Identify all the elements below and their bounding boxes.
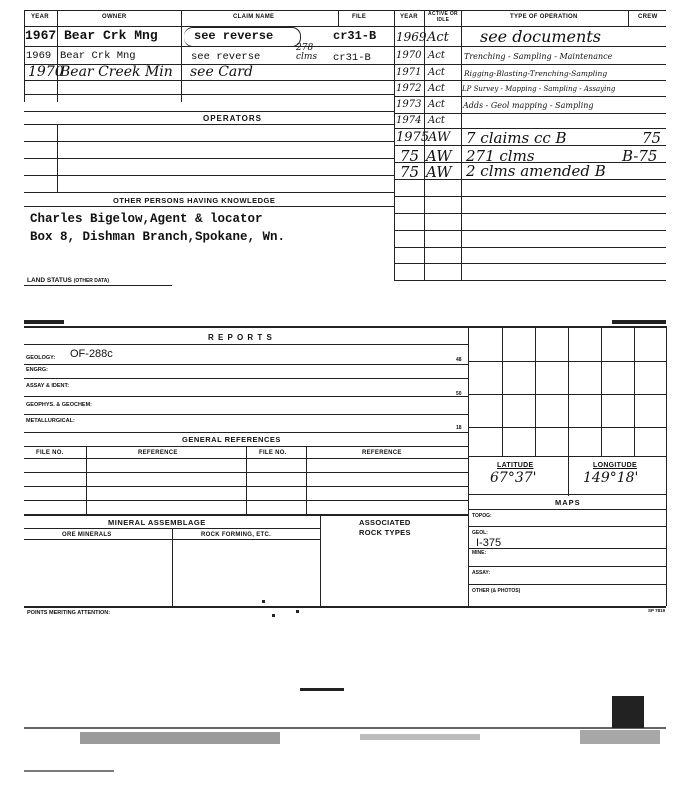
ref-header-reference-1: REFERENCE <box>138 450 178 456</box>
assay-map-label: ASSAY: <box>472 570 491 576</box>
scan-bar <box>24 320 64 324</box>
ref-header-file-2: FILE NO. <box>259 450 287 456</box>
geophys-label: GEOPHYS. & GEOCHEM: <box>26 402 93 408</box>
ops-row-7-active: AW <box>428 130 451 145</box>
ref-header-file-1: FILE NO. <box>36 450 64 456</box>
scan-smudge-2 <box>360 734 480 740</box>
ops-row-2-active: Act <box>428 50 445 61</box>
claim-row-1-year: 1967 <box>25 28 57 43</box>
other-persons-line-2: Box 8, Dishman Branch,Spokane, Wn. <box>30 230 286 244</box>
claim-row-2-owner: Bear Crk Mng <box>60 50 136 62</box>
scan-bar-right <box>612 320 666 324</box>
scan-block <box>612 696 644 728</box>
longitude-label: LONGITUDE <box>593 462 637 469</box>
ops-row-5-year: 1973 <box>396 99 422 110</box>
header-owner: OWNER <box>102 14 127 20</box>
ops-row-9-type: 2 clms amended B <box>466 162 606 180</box>
associated-title-1: ASSOCIATED <box>359 518 411 527</box>
ops-row-1-year: 1969 <box>396 30 427 44</box>
assay-label: ASSAY & IDENT: <box>26 383 70 389</box>
claim-count-note: 278 clms <box>296 43 318 62</box>
general-references-title: GENERAL REFERENCES <box>182 435 281 444</box>
land-status-sub: (OTHER DATA) <box>73 278 110 284</box>
header-claim-name: CLAIM NAME <box>233 14 275 20</box>
latitude-label: LATITUDE <box>497 462 534 469</box>
report-num-18: 18 <box>456 425 462 431</box>
scan-dot-2 <box>296 610 299 613</box>
claim-row-3-owner: Bear Creek Min <box>60 64 173 80</box>
maps-title: MAPS <box>555 498 581 507</box>
ops-row-2-type: Trenching - Sampling - Maintenance <box>464 52 613 61</box>
ops-row-3-active: Act <box>428 67 445 78</box>
report-num-48: 48 <box>456 357 462 363</box>
ops-row-8-active: AW <box>426 147 452 165</box>
ops-row-3-year: 1971 <box>396 67 422 78</box>
mine-label: MINE: <box>472 550 487 556</box>
claim-row-1-file: cr31-B <box>333 29 377 43</box>
reports-title: R E P O R T S <box>208 333 273 342</box>
ops-header-active: ACTIVE OR IDLE <box>428 11 458 23</box>
longitude-value: 149°18' <box>583 470 639 486</box>
ops-header-crew: CREW <box>638 14 658 20</box>
claim-row-2-file: cr31-B <box>333 52 371 64</box>
ops-row-7-year: 1975 <box>396 130 430 145</box>
ops-row-9-active: AW <box>426 163 452 181</box>
scan-speck <box>300 688 344 691</box>
ops-row-1-active: Act <box>427 30 449 45</box>
associated-title-2: ROCK TYPES <box>359 528 411 537</box>
ops-row-6-active: Act <box>428 115 445 126</box>
topog-label: TOPOG: <box>472 513 492 519</box>
engrg-label: ENGRG: <box>26 367 48 373</box>
ops-row-8-crew: B-75 <box>622 147 658 165</box>
ops-row-5-active: Act <box>428 99 445 110</box>
ops-row-9-year: 75 <box>400 163 420 181</box>
scan-dot-3 <box>262 600 265 603</box>
ops-row-4-active: Act <box>428 83 445 94</box>
other-persons-line-1: Charles Bigelow,Agent & locator <box>30 212 263 226</box>
scan-dot-1 <box>272 614 275 617</box>
other-persons-title: OTHER PERSONS HAVING KNOWLEDGE <box>113 196 276 205</box>
geology-label: GEOLOGY: <box>26 355 56 361</box>
ops-row-6-year: 1974 <box>396 115 422 126</box>
points-meriting-attention-label: POINTS MERITING ATTENTION: <box>27 610 111 616</box>
claim-row-1-claim: see reverse <box>194 29 274 43</box>
form-number: SP 7819 <box>648 608 666 613</box>
scan-streak <box>24 727 666 729</box>
operators-title: OPERATORS <box>203 114 262 123</box>
claim-row-2-year: 1969 <box>26 50 52 62</box>
header-year: YEAR <box>31 14 49 20</box>
other-photos-label: OTHER (& PHOTOS) <box>472 588 521 594</box>
mineral-assemblage-title: MINERAL ASSEMBLAGE <box>108 518 206 527</box>
ops-row-7-crew: 75 <box>642 129 662 147</box>
ops-row-2-year: 1970 <box>396 50 422 61</box>
ops-row-7-type: 7 claims cc B <box>466 129 567 147</box>
ops-row-4-year: 1972 <box>396 83 422 94</box>
claim-name-bracket <box>184 27 301 47</box>
ops-row-4-type: LP Survey - Mapping - Sampling - Assaying <box>462 85 616 93</box>
land-status-text: LAND STATUS <box>27 277 72 284</box>
header-file: FILE <box>352 14 367 20</box>
claim-row-2-claim: see reverse <box>191 51 261 63</box>
ore-minerals-header: ORE MINERALS <box>62 532 112 538</box>
claim-row-3-year: 1970 <box>28 64 64 80</box>
ops-row-1-type: see documents <box>480 27 601 46</box>
metallurgical-label: METALLURGICAL: <box>26 418 75 424</box>
latitude-value: 67°37' <box>490 470 537 486</box>
geol-value: I-375 <box>476 537 502 549</box>
ops-row-8-type: 271 clms <box>466 147 535 165</box>
land-status-label <box>27 277 109 284</box>
scan-dash <box>24 770 114 772</box>
ops-row-3-type: Rigging-Blasting-Trenching-Sampling <box>464 69 608 78</box>
geology-value: OF-288c <box>70 348 113 360</box>
rock-forming-header: ROCK FORMING, ETC. <box>201 532 272 538</box>
ops-row-8-year: 75 <box>400 147 420 165</box>
claim-row-3-claim: see Card <box>190 64 253 80</box>
ops-row-5-type: Adds - Geol mapping - Sampling <box>463 101 594 110</box>
ref-header-reference-2: REFERENCE <box>362 450 402 456</box>
ops-header-type: TYPE OF OPERATION <box>510 14 578 20</box>
scan-smudge-3 <box>580 730 660 744</box>
geol-label: GEOL: <box>472 530 488 536</box>
scan-smudge <box>80 732 280 744</box>
ops-header-year: YEAR <box>400 14 418 20</box>
claim-row-1-owner: Bear Crk Mng <box>64 28 158 43</box>
report-num-50: 50 <box>456 391 462 397</box>
